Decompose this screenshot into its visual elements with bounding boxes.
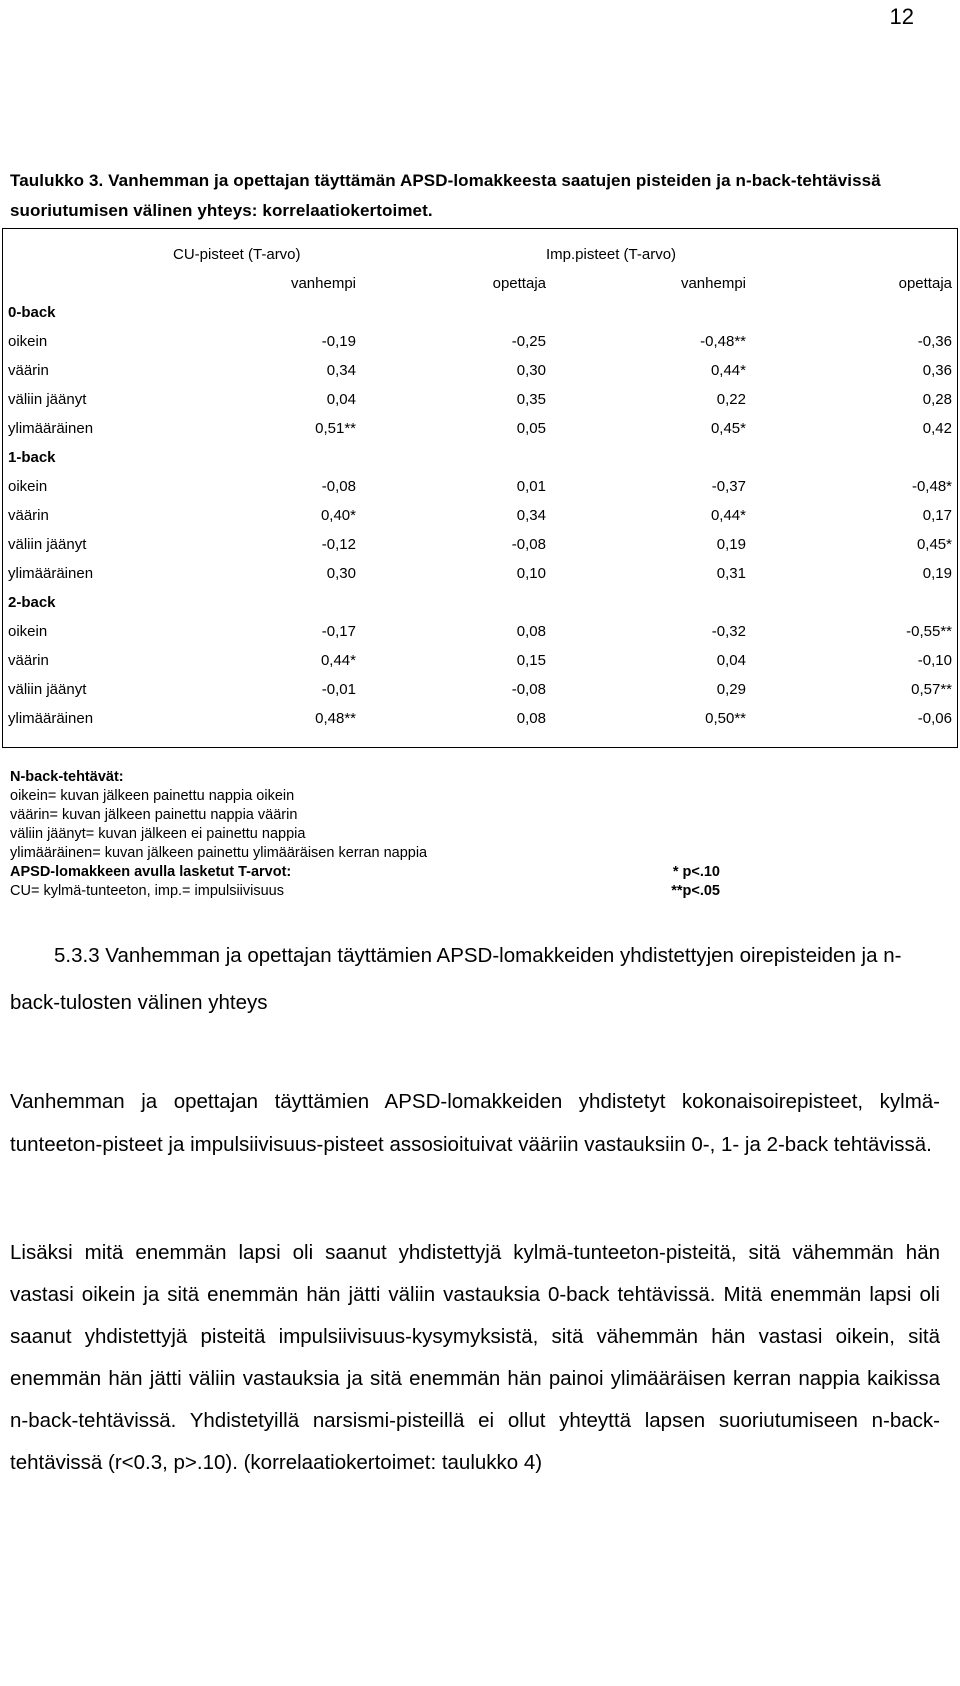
notes-heading: N-back-tehtävät: xyxy=(10,769,124,785)
apsd-heading: APSD-lomakkeen avulla lasketut T-arvot: xyxy=(10,864,292,880)
group-header-cu: CU-pisteet (T-arvo) xyxy=(173,246,301,263)
table-row xyxy=(8,704,952,733)
value-cell: 0,08 xyxy=(516,623,546,640)
value-cell: -0,01 xyxy=(321,681,356,698)
value-cell: 0,45* xyxy=(710,420,746,437)
value-cell: -0,19 xyxy=(321,333,356,350)
value-cell: 0,34 xyxy=(326,362,356,379)
value-cell: -0,48* xyxy=(911,478,952,495)
value-cell: 0,44* xyxy=(710,362,746,379)
row-label: ylimääräinen xyxy=(8,420,94,437)
row-label: väliin jäänyt xyxy=(8,536,87,553)
empty-cell xyxy=(746,298,952,327)
value-cell: 0,35 xyxy=(516,391,546,408)
sub-header-imp-teacher: opettaja xyxy=(898,275,952,292)
row-label: oikein xyxy=(8,478,48,495)
value-cell: -0,12 xyxy=(321,536,356,553)
table-caption: Taulukko 3. Vanhemman ja opettajan täyttämän APSD-lomakkeesta saatujen pisteiden ja n-back-tehtävissä suoriutumisen välinen yhteys: korrelaatiokertoimet. xyxy=(10,171,881,220)
value-cell: 0,48** xyxy=(315,710,356,727)
body-paragraph-1: Vanhemman ja opettajan täyttämien APSD-lomakkeiden yhdistetyt kokonaisoirepisteet, kylmä-tunteeton-pisteet ja impulsiivisuus-pisteet assosioituivat vääriin vastauksiin 0-, 1- ja 2-back tehtävissä. xyxy=(10,1090,940,1156)
table-row xyxy=(8,501,952,530)
value-cell: -0,17 xyxy=(321,623,356,640)
empty-cell xyxy=(546,588,746,617)
row-label: oikein xyxy=(8,623,48,640)
value-cell: -0,08 xyxy=(321,478,356,495)
value-cell: 0,30 xyxy=(516,362,546,379)
empty-cell xyxy=(173,298,356,327)
value-cell: 0,42 xyxy=(922,420,952,437)
significance-note-2: **p<.05 xyxy=(671,883,720,899)
value-cell: 0,05 xyxy=(516,420,546,437)
table-row xyxy=(8,472,952,501)
value-cell: 0,19 xyxy=(922,565,952,582)
group-header-row xyxy=(8,240,952,269)
row-label: ylimääräinen xyxy=(8,710,94,727)
empty-cell xyxy=(173,588,356,617)
empty-cell xyxy=(746,588,952,617)
value-cell: 0,10 xyxy=(516,565,546,582)
significance-note-1: * p<.10 xyxy=(672,864,720,880)
sub-header-cu-teacher: opettaja xyxy=(492,275,546,292)
table-notes xyxy=(10,768,910,901)
value-cell: -0,25 xyxy=(511,333,546,350)
table-row xyxy=(8,356,952,385)
value-cell: 0,30 xyxy=(326,565,356,582)
value-cell: -0,06 xyxy=(917,710,952,727)
value-cell: 0,01 xyxy=(516,478,546,495)
notes-abbrev-row xyxy=(10,882,720,901)
empty-cell xyxy=(746,443,952,472)
value-cell: 0,50** xyxy=(705,710,746,727)
page-number: 12 xyxy=(889,4,914,29)
notes-line: ylimääräinen= kuvan jälkeen painettu ylimääräisen kerran nappia xyxy=(10,845,428,861)
value-cell: -0,32 xyxy=(711,623,746,640)
value-cell: 0,31 xyxy=(716,565,746,582)
table-row xyxy=(8,675,952,704)
value-cell: 0,51** xyxy=(315,420,356,437)
table-row xyxy=(8,559,952,588)
value-cell: 0,57** xyxy=(911,681,952,698)
sub-header-cu-parent: vanhempi xyxy=(290,275,356,292)
value-cell: 0,45* xyxy=(916,536,952,553)
empty-header-cell xyxy=(8,240,173,269)
value-cell: -0,55** xyxy=(906,623,952,640)
row-label: ylimääräinen xyxy=(8,565,94,582)
value-cell: 0,04 xyxy=(326,391,356,408)
value-cell: -0,08 xyxy=(511,681,546,698)
value-cell: 0,17 xyxy=(922,507,952,524)
section-label: 2-back xyxy=(8,594,56,611)
section-label: 0-back xyxy=(8,304,56,321)
table-row xyxy=(8,414,952,443)
correlation-table-container xyxy=(2,228,958,748)
empty-cell xyxy=(173,443,356,472)
row-label: väliin jäänyt xyxy=(8,681,87,698)
empty-cell xyxy=(356,298,546,327)
value-cell: 0,22 xyxy=(716,391,746,408)
row-label: väärin xyxy=(8,362,49,379)
body-paragraph-2: Lisäksi mitä enemmän lapsi oli saanut yhdistettyjä kylmä-tunteeton-pisteitä, sitä vähemmän hän vastasi oikein ja sitä enemmän hän jätti väliin vastauksia 0-back tehtävissä. Mitä enemmän lapsi oli saanut yhdistettyjä pisteitä impulsiivisuus-kysymyksistä, sitä vähemmän hän vastasi oikein, sitä enemmän hän jätti väliin vastauksia ja sitä enemmän hän painoi ylimääräisen kerran nappia kaikissa n-back-tehtävissä. Yhdistetyillä narsismi-pisteillä ei ollut yhteyttä lapsen suoriutumiseen n-back-tehtävissä (r<0.3, p>.10). (korrelaatiokertoimet: taulukko 4) xyxy=(10,1241,940,1474)
sub-header-row xyxy=(8,269,952,298)
notes-line: väärin= kuvan jälkeen painettu nappia väärin xyxy=(10,807,298,823)
value-cell: 0,08 xyxy=(516,710,546,727)
value-cell: -0,08 xyxy=(511,536,546,553)
section-row xyxy=(8,443,952,472)
row-label: väärin xyxy=(8,652,49,669)
notes-line: oikein= kuvan jälkeen painettu nappia oikein xyxy=(10,788,295,804)
empty-cell xyxy=(356,588,546,617)
value-cell: -0,10 xyxy=(917,652,952,669)
sub-header-imp-parent: vanhempi xyxy=(680,275,746,292)
table-row xyxy=(8,617,952,646)
value-cell: -0,36 xyxy=(917,333,952,350)
value-cell: 0,44* xyxy=(320,652,356,669)
table-row xyxy=(8,385,952,414)
row-label: väärin xyxy=(8,507,49,524)
table-row xyxy=(8,530,952,559)
empty-cell xyxy=(356,443,546,472)
value-cell: -0,37 xyxy=(711,478,746,495)
empty-cell xyxy=(546,298,746,327)
empty-cell xyxy=(546,443,746,472)
section-row xyxy=(8,588,952,617)
value-cell: 0,29 xyxy=(716,681,746,698)
correlation-table xyxy=(8,240,952,733)
section-row xyxy=(8,298,952,327)
table-row xyxy=(8,327,952,356)
abbreviation-note: CU= kylmä-tunteeton, imp.= impulsiivisuus xyxy=(10,883,284,899)
value-cell: 0,34 xyxy=(516,507,546,524)
table-row xyxy=(8,646,952,675)
notes-line: väliin jäänyt= kuvan jälkeen ei painettu nappia xyxy=(10,826,306,842)
notes-apsd-row xyxy=(10,863,720,882)
value-cell: 0,04 xyxy=(716,652,746,669)
value-cell: 0,36 xyxy=(922,362,952,379)
value-cell: 0,19 xyxy=(716,536,746,553)
row-label: oikein xyxy=(8,333,48,350)
section-heading: 5.3.3 Vanhemman ja opettajan täyttämien APSD-lomakkeiden yhdistettyjen oirepisteiden ja n-back-tulosten välinen yhteys xyxy=(10,944,902,1014)
group-header-imp: Imp.pisteet (T-arvo) xyxy=(546,246,677,263)
value-cell: 0,44* xyxy=(710,507,746,524)
row-label: väliin jäänyt xyxy=(8,391,87,408)
value-cell: 0,15 xyxy=(516,652,546,669)
value-cell: 0,40* xyxy=(320,507,356,524)
value-cell: -0,48** xyxy=(700,333,746,350)
value-cell: 0,28 xyxy=(922,391,952,408)
section-label: 1-back xyxy=(8,449,56,466)
empty-header-cell xyxy=(8,269,173,298)
